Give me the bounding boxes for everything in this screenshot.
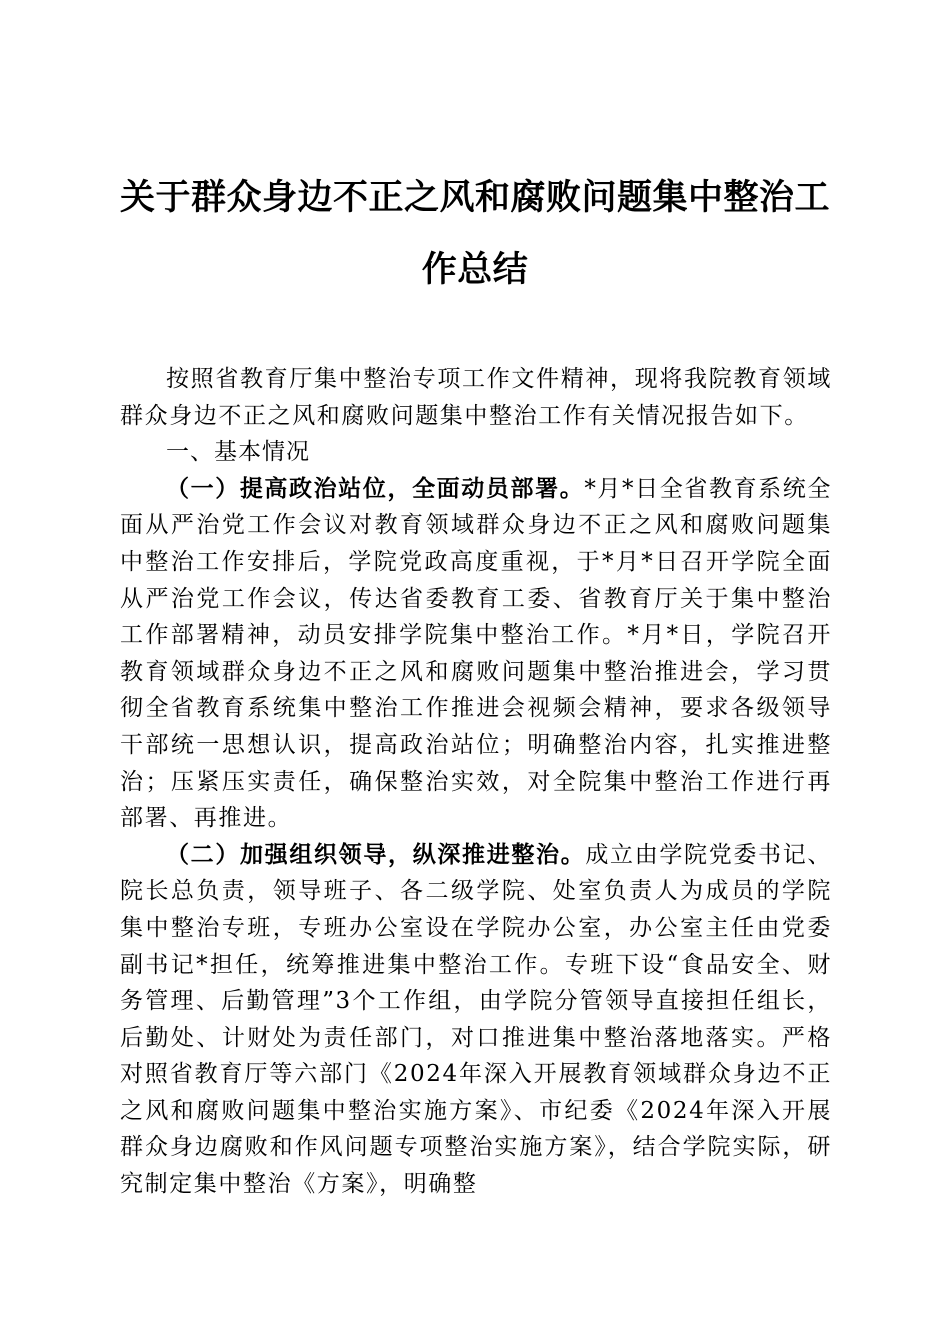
paragraph-political-stance: [120, 471, 832, 837]
paragraph-text-organization-leadership: 成立由学院党委书记、院长总负责，领导班子、各二级学院、处室负责人为成员的学院集中整治专班，专班办公室设在学院办公室，办公室主任由党委副书记*担任，统筹推进集中整治工作。专班下设“食品安全、财务管理、后勤管理”3个工作组，由学院分管领导直接担任组长，后勤处、计财处为责任部门，对口推进集中整治落地落实。严格对照省教育厅等六部门《2024年深入开展教育领域群众身边不正之风和腐败问题集中整治实施方案》、市纪委《2024年深入开展群众身边腐败和作风问题专项整治实施方案》，结合学院实际，研究制定集中整治《方案》，明确整: [120, 841, 832, 1198]
section-heading-basic-situation: 一、基本情况: [166, 439, 310, 466]
paragraph-organization-leadership: [120, 837, 832, 1203]
intro-paragraph: 按照省教育厅集中整治专项工作文件精神，现将我院教育领域群众身边不正之风和腐败问题集中整治工作有关情况报告如下。: [120, 366, 832, 429]
document-title: 关于群众身边不正之风和腐败问题集中整治工作总结: [119, 177, 830, 290]
document-body: [120, 361, 832, 1203]
paragraph-lead-organization-leadership: （二）加强组织领导，纵深推进整治。: [166, 840, 586, 868]
paragraph-text-political-stance: *月*日全省教育系统全面从严治党工作会议对教育领域群众身边不正之风和腐败问题集中整治工作安排后，学院党政高度重视，于*月*日召开学院全面从严治党工作会议，传达省委教育工委、省教育厅关于集中整治工作部署精神，动员安排学院集中整治工作。*月*日，学院召开教育领域群众身边不正之风和腐败问题集中整治推进会，学习贯彻全省教育系统集中整治工作推进会视频会精神，要求各级领导干部统一思想认识，提高政治站位；明确整治内容，扎实推进整治；压紧压实责任，确保整治实效，对全院集中整治工作进行再部署、再推进。: [120, 475, 832, 832]
paragraph-lead-political-stance: （一）提高政治站位，全面动员部署。: [166, 474, 585, 502]
